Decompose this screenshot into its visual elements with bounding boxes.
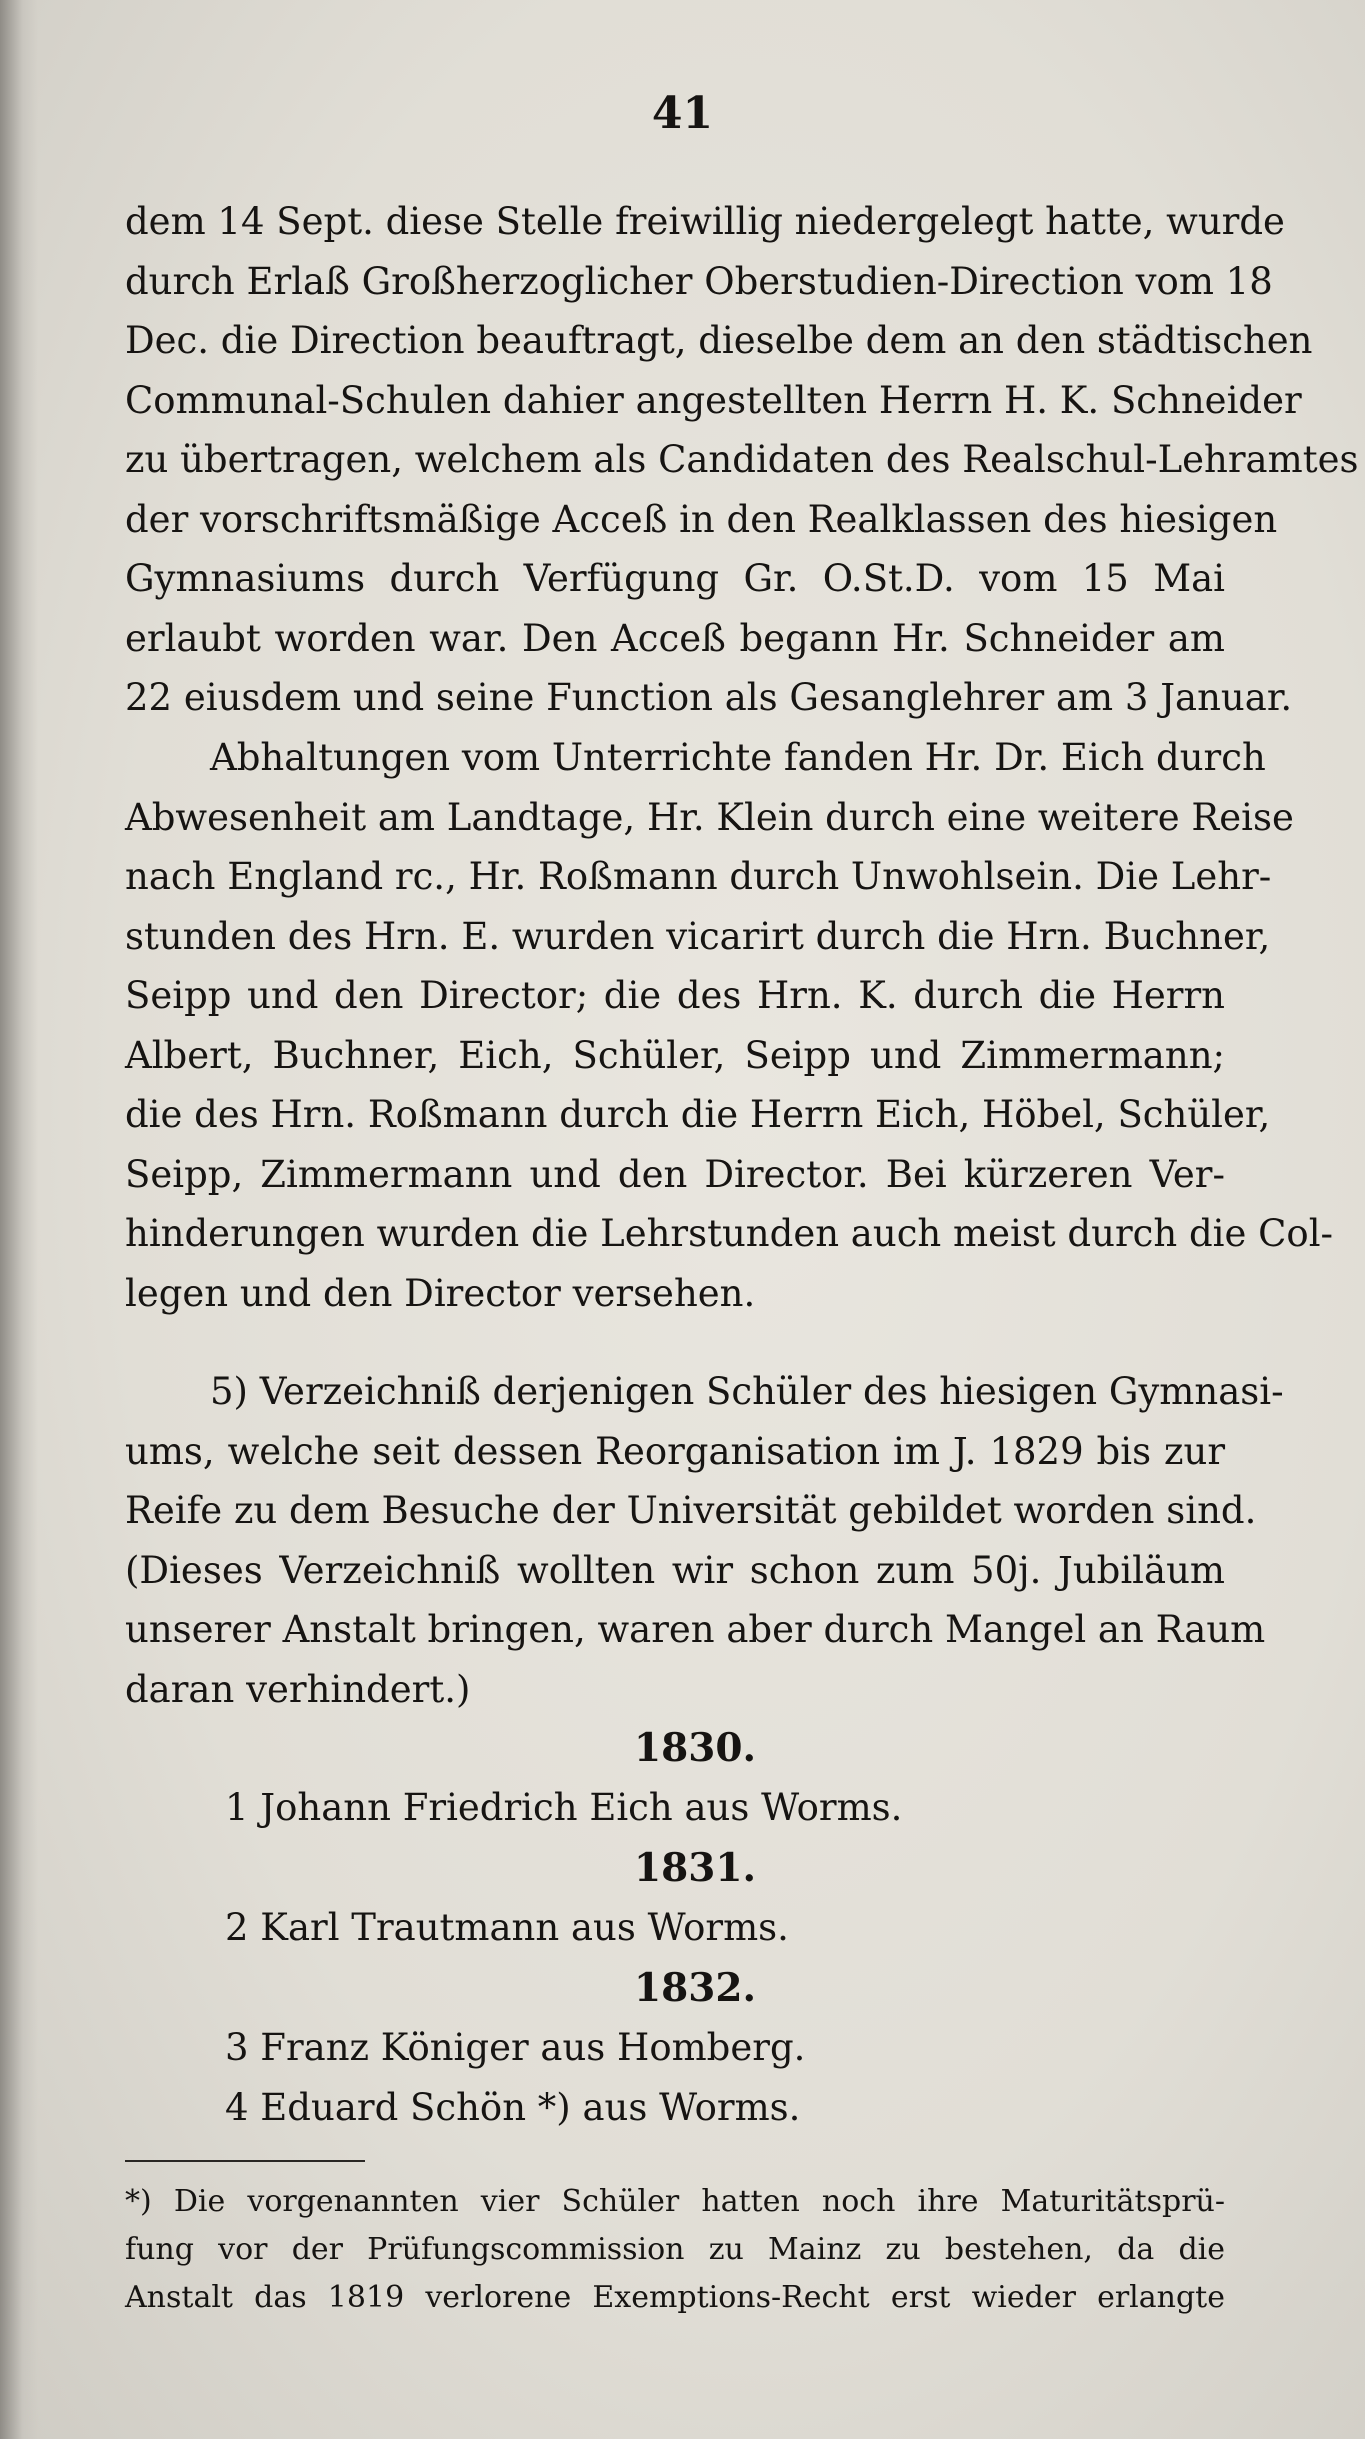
text-line: Albert, Buchner, Eich, Schüler, Seipp und Zimmermann; <box>125 1033 1225 1077</box>
text-line: durch Erlaß Großherzoglicher Oberstudien-Direction vom 18 <box>125 259 1273 303</box>
text-line: legen und den Director versehen. <box>125 1271 756 1315</box>
footnote-line: *) Die vorgenannten vier Schüler hatten noch ihre Maturitätsprü- <box>125 2184 1225 2219</box>
footnote-line: Anstalt das 1819 verlorene Exemptions-Recht erst wieder erlangte <box>125 2280 1225 2315</box>
footnote <box>125 2178 1225 2322</box>
text-line: dem 14 Sept. diese Stelle freiwillig niedergelegt hatte, wurde <box>125 200 1285 243</box>
student-entry: 2 Karl Trautmann aus Worms. <box>225 1906 789 1949</box>
text-line: Communal-Schulen dahier angestellten Herrn H. K. Schneider <box>125 378 1302 422</box>
text-line: erlaubt worden war. Den Acceß begann Hr. Schneider am <box>125 616 1225 660</box>
student-list <box>125 1718 1225 2138</box>
text-line: Abhaltungen vom Unterrichte fanden Hr. Dr. Eich durch <box>210 736 1266 779</box>
text-line: Gymnasiums durch Verfügung Gr. O.St.D. vom 15 Mai <box>125 557 1225 600</box>
text-line: 5) Verzeichniß derjenigen Schüler des hiesigen Gymnasi- <box>210 1370 1284 1413</box>
page-number: 41 <box>651 88 714 139</box>
text-line: unserer Anstalt bringen, waren aber durch Mangel an Raum <box>125 1608 1266 1651</box>
year-heading: 1830. <box>633 1725 757 1771</box>
text-line: Seipp, Zimmermann und den Director. Bei kürzeren Ver- <box>125 1152 1225 1196</box>
footnote-line: fung vor der Prüfungscommission zu Mainz zu bestehen, da die <box>125 2232 1225 2267</box>
text-line: Reife zu dem Besuche der Universität gebildet worden sind. <box>125 1489 1257 1532</box>
student-entry: 1 Johann Friedrich Eich aus Worms. <box>225 1786 903 1829</box>
text-line: hinderungen wurden die Lehrstunden auch meist durch die Col- <box>125 1212 1334 1255</box>
text-line: daran verhindert.) <box>125 1667 471 1711</box>
text-line: die des Hrn. Roßmann durch die Herrn Eich, Höbel, Schüler, <box>125 1093 1271 1136</box>
year-heading: 1831. <box>633 1845 757 1891</box>
text-line: Dec. die Direction beauftragt, dieselbe dem an den städtischen <box>125 319 1313 362</box>
paragraph-1 <box>125 192 1359 728</box>
text-line: Seipp und den Director; die des Hrn. K. durch die Herrn <box>125 974 1225 1017</box>
text-line: ums, welche seit dessen Reorganisation im J. 1829 bis zur <box>125 1429 1225 1473</box>
student-entry: 3 Franz Königer aus Homberg. <box>225 2026 806 2069</box>
text-line: zu übertragen, welchem als Candidaten des Realschul-Lehramtes <box>125 438 1359 481</box>
text-line: Abwesenheit am Landtage, Hr. Klein durch eine weitere Reise <box>125 795 1294 839</box>
student-entry: 4 Eduard Schön *) aus Worms. <box>225 2086 801 2129</box>
paragraph-3 <box>125 1362 1284 1719</box>
paragraph-2 <box>125 728 1334 1323</box>
text-line: der vorschriftsmäßige Acceß in den Realklassen des hiesigen <box>125 497 1278 541</box>
text-line: stunden des Hrn. E. wurden vicarirt durch die Hrn. Buchner, <box>125 914 1271 958</box>
text-line: nach England rc., Hr. Roßmann durch Unwohlsein. Die Lehr- <box>125 855 1272 898</box>
year-heading: 1832. <box>633 1965 757 2011</box>
text-line: (Dieses Verzeichniß wollten wir schon zum 50j. Jubiläum <box>125 1548 1225 1592</box>
binding-shadow <box>0 0 38 2439</box>
footnote-divider <box>125 2160 365 2162</box>
text-line: 22 eiusdem und seine Function als Gesanglehrer am 3 Januar. <box>125 676 1293 719</box>
